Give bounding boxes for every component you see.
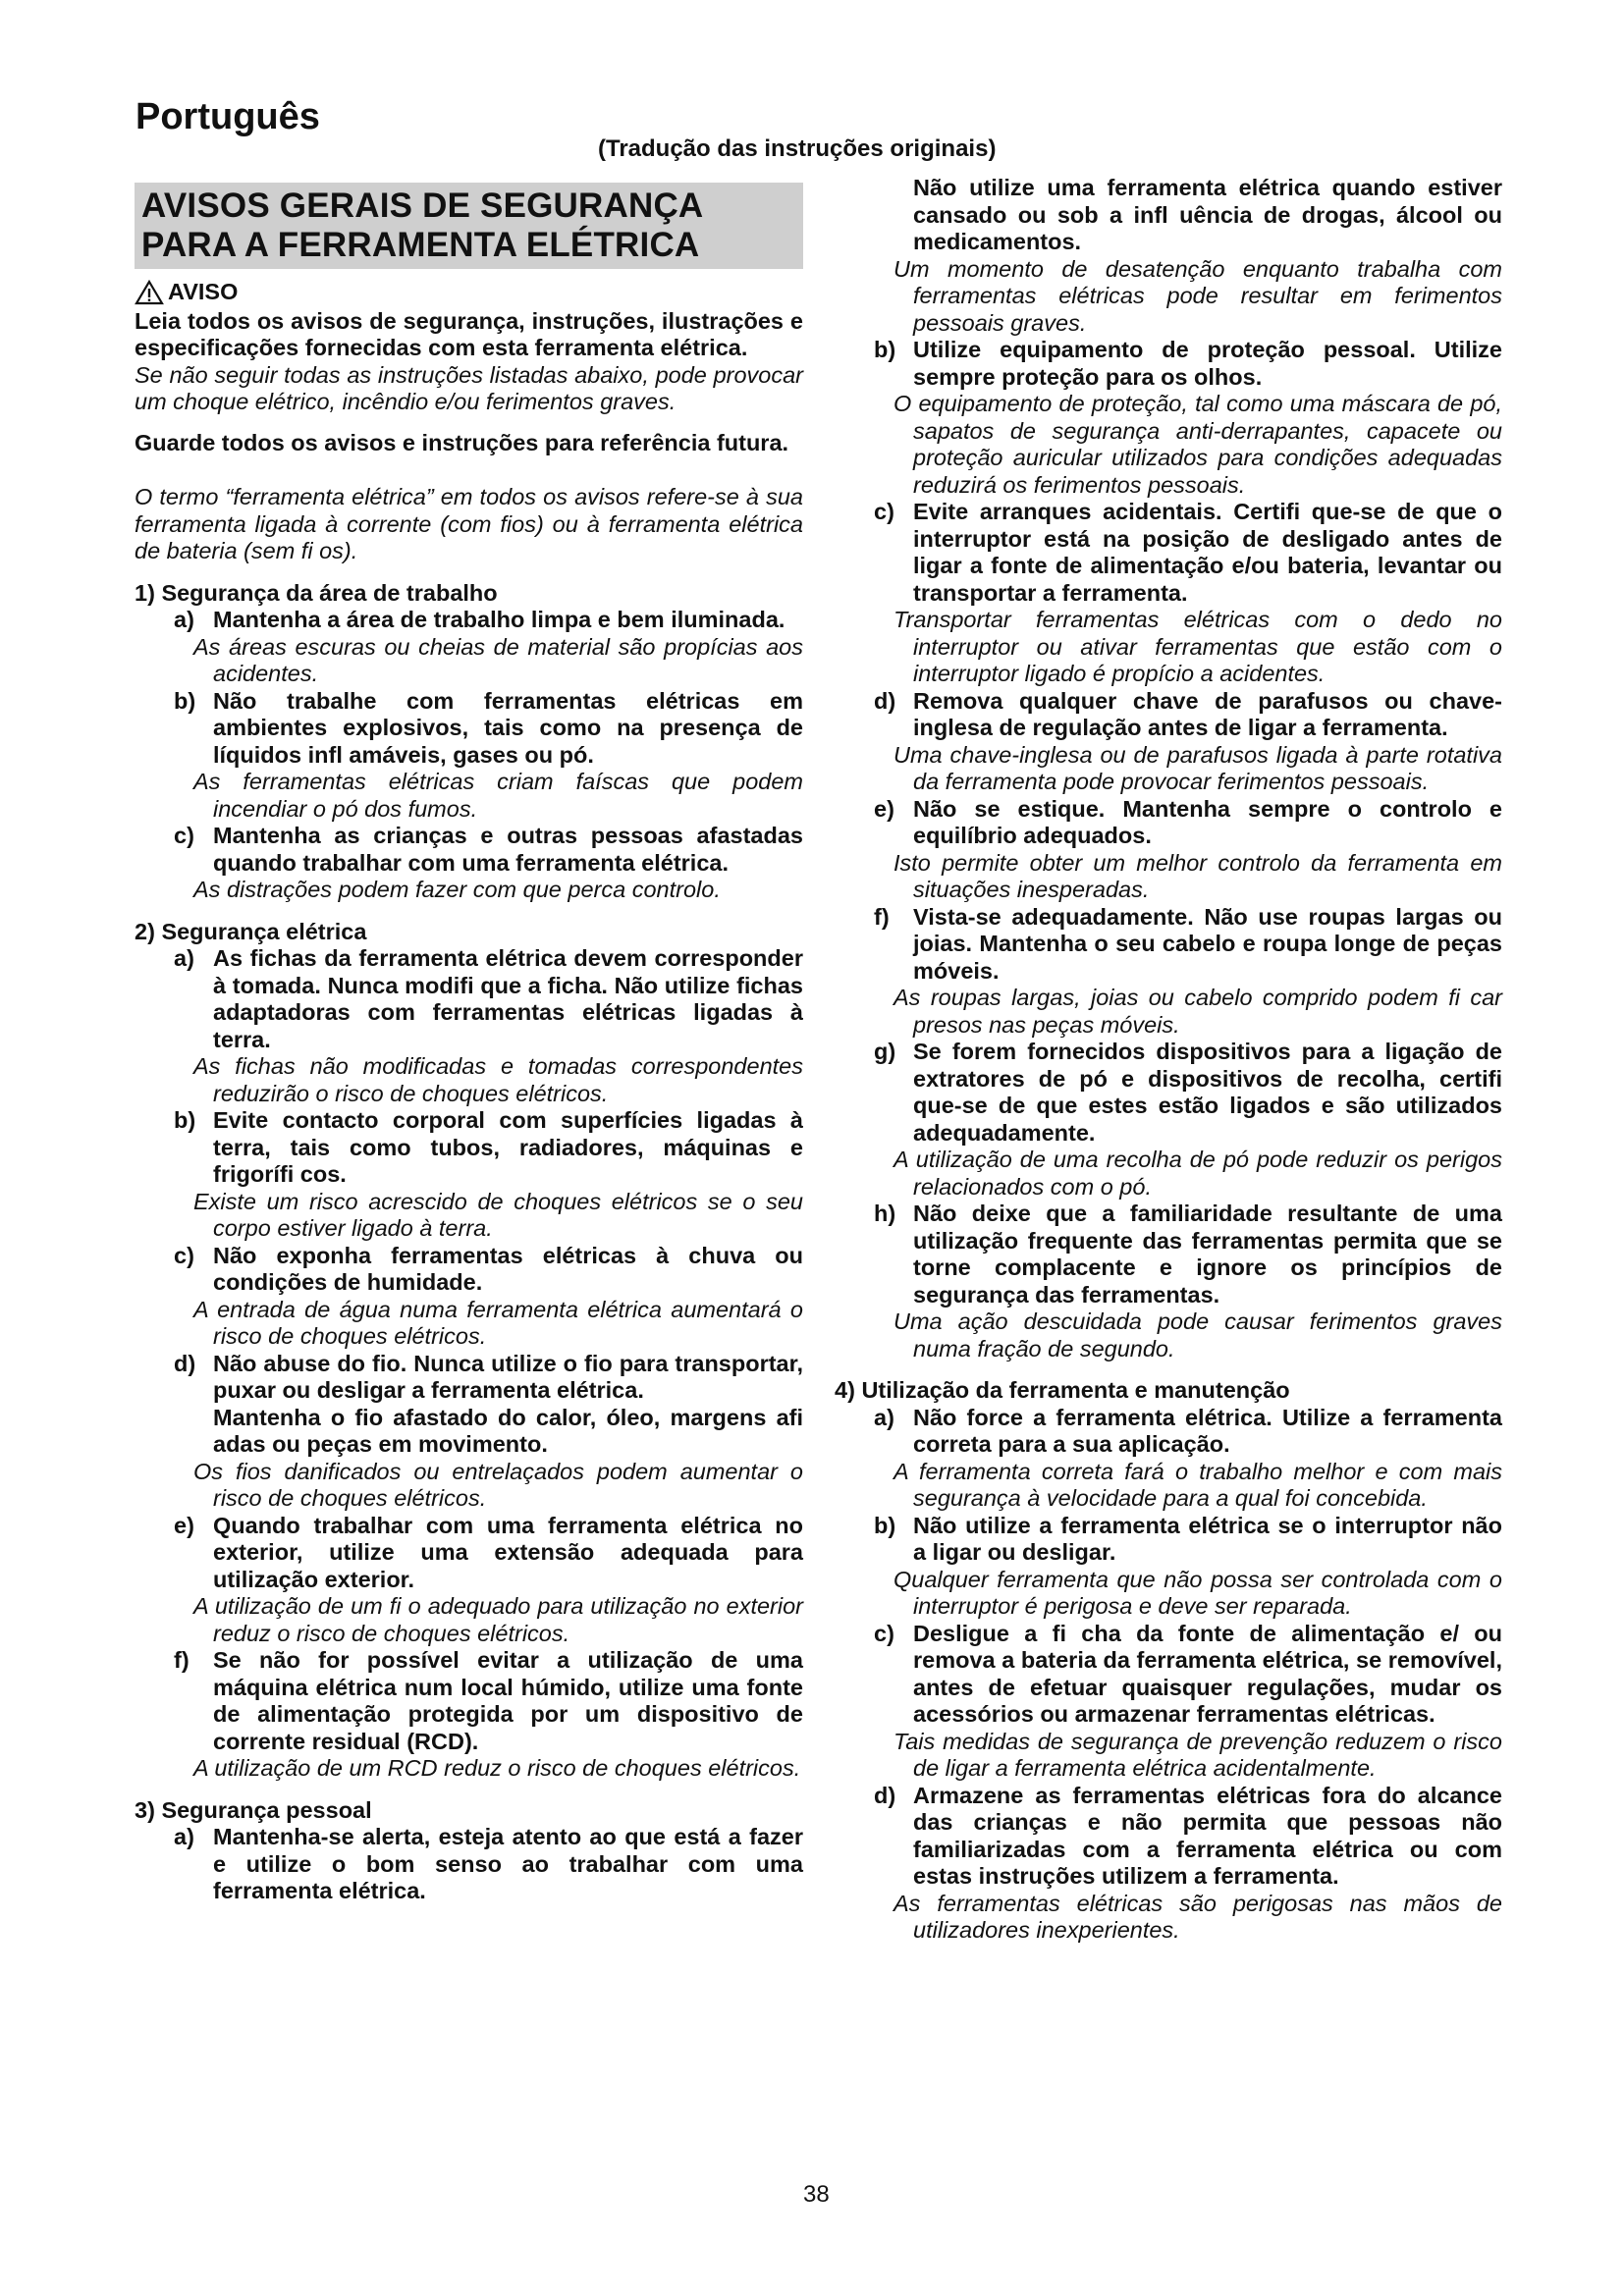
list-item: c) Mantenha as crianças e outras pessoas afastadas quando trabalhar com uma ferramenta elétrica.	[174, 823, 803, 876]
warning-lead: Leia todos os avisos de segurança, instruções, ilustrações e especificações fornecidas com esta ferramenta elétrica.	[135, 307, 803, 360]
item-note: O equipamento de proteção, tal como uma máscara de pó, sapatos de segurança anti-derrapantes, capacete ou proteção auricular utilizados para condições adequadas reduzirá os ferimentos pessoais.	[893, 391, 1502, 498]
list-item: h) Não deixe que a familiaridade resultante de uma utilização frequente das ferramentas permita que se torne complacente e ignore os princípios de segurança das ferramentas.	[874, 1201, 1502, 1308]
section-heading: 2) Segurança elétrica	[135, 918, 367, 944]
language-heading: Português	[135, 96, 320, 137]
list-item: a) As fichas da ferramenta elétrica devem corresponder à tomada. Nunca modifi que a ficha. Não utilize fichas adaptadoras com ferramentas elétricas ligadas à terra.	[174, 945, 803, 1052]
list-item: c) Não exponha ferramentas elétricas à chuva ou condições de humidade.	[174, 1242, 803, 1295]
warning-triangle-icon	[135, 280, 164, 305]
safety-banner: AVISOS GERAIS DE SEGURANÇA PARA A FERRAMENTA ELÉTRICA	[135, 183, 803, 269]
item-note: As fichas não modificadas e tomadas correspondentes reduzirão o risco de choques elétricos.	[193, 1053, 803, 1106]
item-note: Isto permite obter um melhor controlo da ferramenta em situações inesperadas.	[893, 849, 1502, 902]
page-number: 38	[803, 2181, 830, 2208]
item-note: Os fios danificados ou entrelaçados podem aumentar o risco de choques elétricos.	[193, 1458, 803, 1511]
list-item: e) Quando trabalhar com uma ferramenta elétrica no exterior, utilize uma extensão adequada para utilização exterior.	[174, 1512, 803, 1592]
right-column	[835, 175, 1502, 1945]
section-heading: 4) Utilização da ferramenta e manutenção	[835, 1377, 1290, 1403]
list-item: b) Evite contacto corporal com superfícies ligadas à terra, tais como tubos, radiadores, máquinas e frigorífi cos.	[174, 1107, 803, 1187]
item-note: As ferramentas elétricas são perigosas nas mãos de utilizadores inexperientes.	[893, 1890, 1502, 1943]
section-heading: 1) Segurança da área de trabalho	[135, 579, 498, 606]
item-note: A ferramenta correta fará o trabalho melhor e com mais segurança à velocidade para a qual foi concebida.	[893, 1458, 1502, 1511]
item-note: Tais medidas de segurança de prevenção reduzem o risco de ligar a ferramenta elétrica acidentalmente.	[893, 1728, 1502, 1781]
list-item: d) Remova qualquer chave de parafusos ou chave-inglesa de regulação antes de ligar a ferramenta.	[874, 687, 1502, 740]
item-note: A utilização de um fi o adequado para utilização no exterior reduz o risco de choques elétricos.	[193, 1593, 803, 1646]
warning-heading	[135, 279, 803, 306]
list-item: d) Não abuse do fio. Nunca utilize o fio para transportar, puxar ou desligar a ferramenta elétrica.	[174, 1350, 803, 1403]
item-note: Um momento de desatenção enquanto trabalha com ferramentas elétricas pode resultar em ferimentos pessoais graves.	[893, 255, 1502, 336]
item-note: A utilização de um RCD reduz o risco de choques elétricos.	[193, 1755, 801, 1781]
item-note: Transportar ferramentas elétricas com o dedo no interruptor ou ativar ferramentas que estão com o interruptor ligado é propício a acidentes.	[893, 607, 1502, 686]
item-note: A utilização de uma recolha de pó pode reduzir os perigos relacionados com o pó.	[893, 1147, 1502, 1200]
term-definition: O termo “ferramenta elétrica” em todos os avisos refere-se à sua ferramenta ligada à corrente (com fios) ou à ferramenta elétrica de bateria (sem fi os).	[135, 484, 803, 563]
item-note: Existe um risco acrescido de choques elétricos se o seu corpo estiver ligado à terra.	[193, 1188, 803, 1241]
warning-label: AVISO	[168, 279, 239, 304]
item-extra: Mantenha o fio afastado do calor, óleo, margens afi adas ou peças em movimento.	[213, 1404, 803, 1457]
item-note: Qualquer ferramenta que não possa ser controlada com o interruptor é perigosa e deve ser reparada.	[893, 1566, 1502, 1619]
list-item: c) Desligue a fi cha da fonte de alimentação e/ ou remova a bateria da ferramenta elétrica, se removível, antes de efetuar quaisquer regulações, mudar os acessórios ou armazenar ferramentas elétricas.	[874, 1620, 1502, 1727]
list-item: b) Utilize equipamento de proteção pessoal. Utilize sempre proteção para os olhos.	[874, 337, 1502, 390]
warning-lead-note: Se não seguir todas as instruções listadas abaixo, pode provocar um choque elétrico, incêndio e/ou ferimentos graves.	[135, 361, 803, 414]
translation-subtitle: (Tradução das instruções originais)	[598, 135, 997, 162]
list-item: a) Mantenha a área de trabalho limpa e bem iluminada.	[174, 607, 785, 632]
keep-instructions: Guarde todos os avisos e instruções para referência futura.	[135, 429, 789, 455]
continued-item: Não utilize uma ferramenta elétrica quando estiver cansado ou sob a infl uência de drogas, álcool ou medicamentos.	[913, 175, 1502, 254]
item-note: As ferramentas elétricas criam faíscas que podem incendiar o pó dos fumos.	[193, 769, 803, 822]
item-note: As roupas largas, joias ou cabelo comprido podem fi car presos nas peças móveis.	[893, 985, 1502, 1038]
section-heading: 3) Segurança pessoal	[135, 1796, 372, 1823]
list-item: d) Armazene as ferramentas elétricas fora do alcance das crianças e não permita que pessoas não familiarizadas com a ferramenta elétrica ou com estas instruções utilizem a ferramenta.	[874, 1782, 1502, 1889]
list-item: f) Se não for possível evitar a utilização de uma máquina elétrica num local húmido, utilize uma fonte de alimentação protegida por um dispositivo de corrente residual (RCD).	[174, 1647, 803, 1754]
item-note: Uma chave-inglesa ou de parafusos ligada à parte rotativa da ferramenta pode provocar ferimentos pessoais.	[893, 741, 1502, 794]
item-note: As áreas escuras ou cheias de material são propícias aos acidentes.	[193, 633, 803, 686]
item-note: As distrações podem fazer com que perca controlo.	[193, 877, 721, 902]
list-item: b) Não trabalhe com ferramentas elétricas em ambientes explosivos, tais como na presença de líquidos infl amáveis, gases ou pó.	[174, 687, 803, 768]
list-item: e) Não se estique. Mantenha sempre o controlo e equilíbrio adequados.	[874, 795, 1502, 848]
list-item: b) Não utilize a ferramenta elétrica se o interruptor não a ligar ou desligar.	[874, 1512, 1502, 1565]
left-column	[135, 183, 803, 1905]
list-item: c) Evite arranques acidentais. Certifi que-se de que o interruptor está na posição de desligado antes de ligar a fonte de alimentação e/ou bateria, levantar ou transportar a ferramenta.	[874, 499, 1502, 606]
list-item: g) Se forem fornecidos dispositivos para a ligação de extratores de pó e dispositivos de recolha, certifi que-se de que estes estão ligados e são utilizados adequadamente.	[874, 1039, 1502, 1146]
list-item: f) Vista-se adequadamente. Não use roupas largas ou joias. Mantenha o seu cabelo e roupa longe de peças móveis.	[874, 903, 1502, 984]
list-item: a) Não force a ferramenta elétrica. Utilize a ferramenta correta para a sua aplicação.	[874, 1404, 1502, 1457]
list-item: a) Mantenha-se alerta, esteja atento ao que está a fazer e utilize o bom senso ao trabalhar com uma ferramenta elétrica.	[174, 1824, 803, 1903]
item-note: Uma ação descuidada pode causar ferimentos graves numa fração de segundo.	[893, 1308, 1502, 1362]
item-note: A entrada de água numa ferramenta elétrica aumentará o risco de choques elétricos.	[193, 1296, 803, 1349]
